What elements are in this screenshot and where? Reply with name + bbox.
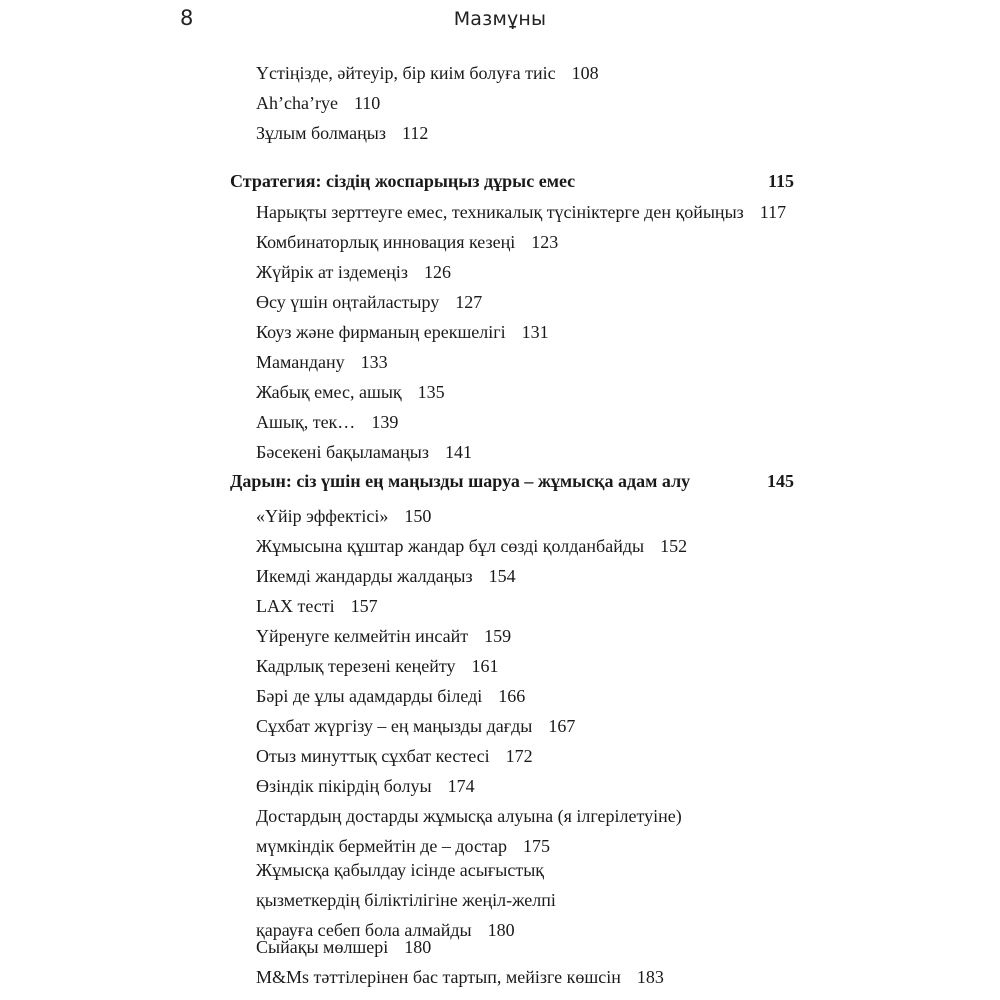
toc-entry-page: 108 (571, 63, 599, 83)
toc-entry (256, 317, 549, 347)
toc-entry-page: 180 (487, 920, 515, 940)
toc-entry-title: Сұхбат жүргізу – ең маңызды дағды (256, 716, 533, 736)
page-number: 8 (180, 6, 194, 30)
toc-entry-page: 175 (523, 836, 551, 856)
toc-entry-page: 174 (447, 776, 475, 796)
toc-entry-title: Коуз және фирманың ерекшелігі (256, 322, 506, 342)
toc-entry (256, 257, 451, 287)
toc-entry (256, 531, 687, 561)
toc-entry (256, 58, 599, 88)
toc-entry-title: M&Ms тәттілерінен бас тартып, мейізге көшсін (256, 967, 621, 987)
toc-entry (256, 227, 558, 257)
toc-entry-title: Ашық, тек… (256, 412, 356, 432)
toc-entry-page: 131 (521, 322, 549, 342)
toc-entry (256, 962, 664, 992)
toc-entry-page: 141 (445, 442, 472, 462)
toc-entry-title: Жабық емес, ашық (256, 382, 402, 402)
running-title: Мазмұны (453, 8, 547, 30)
toc-entry-multiline (256, 801, 682, 861)
toc-entry-page: 123 (531, 232, 559, 252)
toc-entry (256, 932, 431, 962)
toc-entry-title: Мамандану (256, 352, 345, 372)
toc-entry (256, 621, 511, 651)
toc-entry-title-line: Жұмысқа қабылдау ісінде асығыстық (256, 860, 545, 880)
toc-entry-page: 139 (371, 412, 399, 432)
toc-entry-page: 110 (353, 93, 381, 113)
toc-entry-title: Бәрі де ұлы адамдарды біледі (256, 686, 483, 706)
toc-entry-title: Комбинаторлық инновация кезеңі (256, 232, 516, 252)
toc-section-strategy (230, 166, 794, 196)
toc-section-talent (230, 466, 794, 496)
toc-entry (256, 197, 786, 227)
toc-entry (256, 711, 575, 741)
toc-entry (256, 771, 475, 801)
toc-entry-title: Жүйрік ат іздемеңіз (256, 262, 408, 282)
toc-entry-title: Үйренуге келмейтін инсайт (256, 626, 469, 646)
toc-entry-page: 172 (505, 746, 533, 766)
toc-entry-title: Өзіндік пікірдің болуы (256, 776, 432, 796)
toc-section-title: Дарын: сіз үшін ең маңызды шаруа – жұмысқа адам алу (230, 471, 691, 491)
toc-entry-page: 112 (401, 123, 429, 143)
toc-entry-title: Өсу үшін оңтайластыру (256, 292, 440, 312)
toc-entry-page: 135 (417, 382, 445, 402)
toc-section-title: Стратегия: сіздің жоспарыңыз дұрыс емес (230, 171, 576, 191)
toc-entry (256, 501, 431, 531)
toc-entry-page: 159 (484, 626, 512, 646)
toc-entry-title: Үстіңізде, әйтеуір, бір киім болуға тиіс (256, 63, 556, 83)
toc-entry (256, 347, 388, 377)
toc-entry-title-line: қарауға себеп бола алмайды (256, 920, 472, 940)
toc-entry-page: 157 (350, 596, 378, 616)
toc-entry-page: 133 (360, 352, 388, 372)
toc-entry (256, 88, 380, 118)
toc-entry-title: Бәсекені бақыламаңыз (256, 442, 429, 462)
toc-entry-title: «Үйір эффектісі» (256, 506, 389, 526)
toc-entry (256, 681, 525, 711)
toc-entry-title: Икемді жандарды жалдаңыз (256, 566, 473, 586)
toc-entry-title-line: Достардың достарды жұмысқа алуына (я ілгерілетуіне) (256, 806, 682, 826)
toc-entry (256, 591, 378, 621)
toc-entry-page: 126 (423, 262, 451, 282)
toc-entry-title: LAX тесті (256, 596, 335, 616)
toc-entry (256, 437, 472, 467)
toc-entry-title: Нарықты зерттеуге емес, техникалық түсініктерге ден қойыңыз (256, 202, 744, 222)
toc-entry (256, 407, 398, 437)
toc-section-page: 145 (767, 471, 794, 491)
toc-entry-page: 127 (455, 292, 483, 312)
toc-entry-title: Зұлым болмаңыз (256, 123, 386, 143)
toc-entry-title: Ah’cha’rye (256, 93, 338, 113)
toc-entry (256, 377, 445, 407)
toc-entry-page: 152 (660, 536, 688, 556)
toc-entry-page: 161 (471, 656, 499, 676)
toc-entry-page: 167 (548, 716, 576, 736)
toc-entry-title: Отыз минуттық сұхбат кестесі (256, 746, 490, 766)
toc-entry-page: 166 (498, 686, 526, 706)
toc-entry-page: 183 (636, 967, 664, 987)
toc-section-page: 115 (767, 171, 794, 191)
toc-entry-page: 180 (404, 937, 432, 957)
toc-entry-title-line: мүмкіндік бермейтін де – достар (256, 836, 508, 856)
toc-entry-title: Сыйақы мөлшері (256, 937, 389, 957)
toc-entry-title: Жұмысына құштар жандар бұл сөзді қолданбайды (256, 536, 645, 556)
toc-entry-page: 150 (404, 506, 432, 526)
toc-entry (256, 118, 428, 148)
toc-entry (256, 287, 482, 317)
toc-entry-page: 117 (759, 202, 787, 222)
toc-entry (256, 741, 533, 771)
toc-entry (256, 651, 498, 681)
toc-entry-page: 154 (488, 566, 516, 586)
toc-entry-title-line: қызметкердің біліктілігіне жеңіл-желпі (256, 890, 556, 910)
toc-entry (256, 561, 516, 591)
toc-entry-title: Кадрлық терезені кеңейту (256, 656, 456, 676)
